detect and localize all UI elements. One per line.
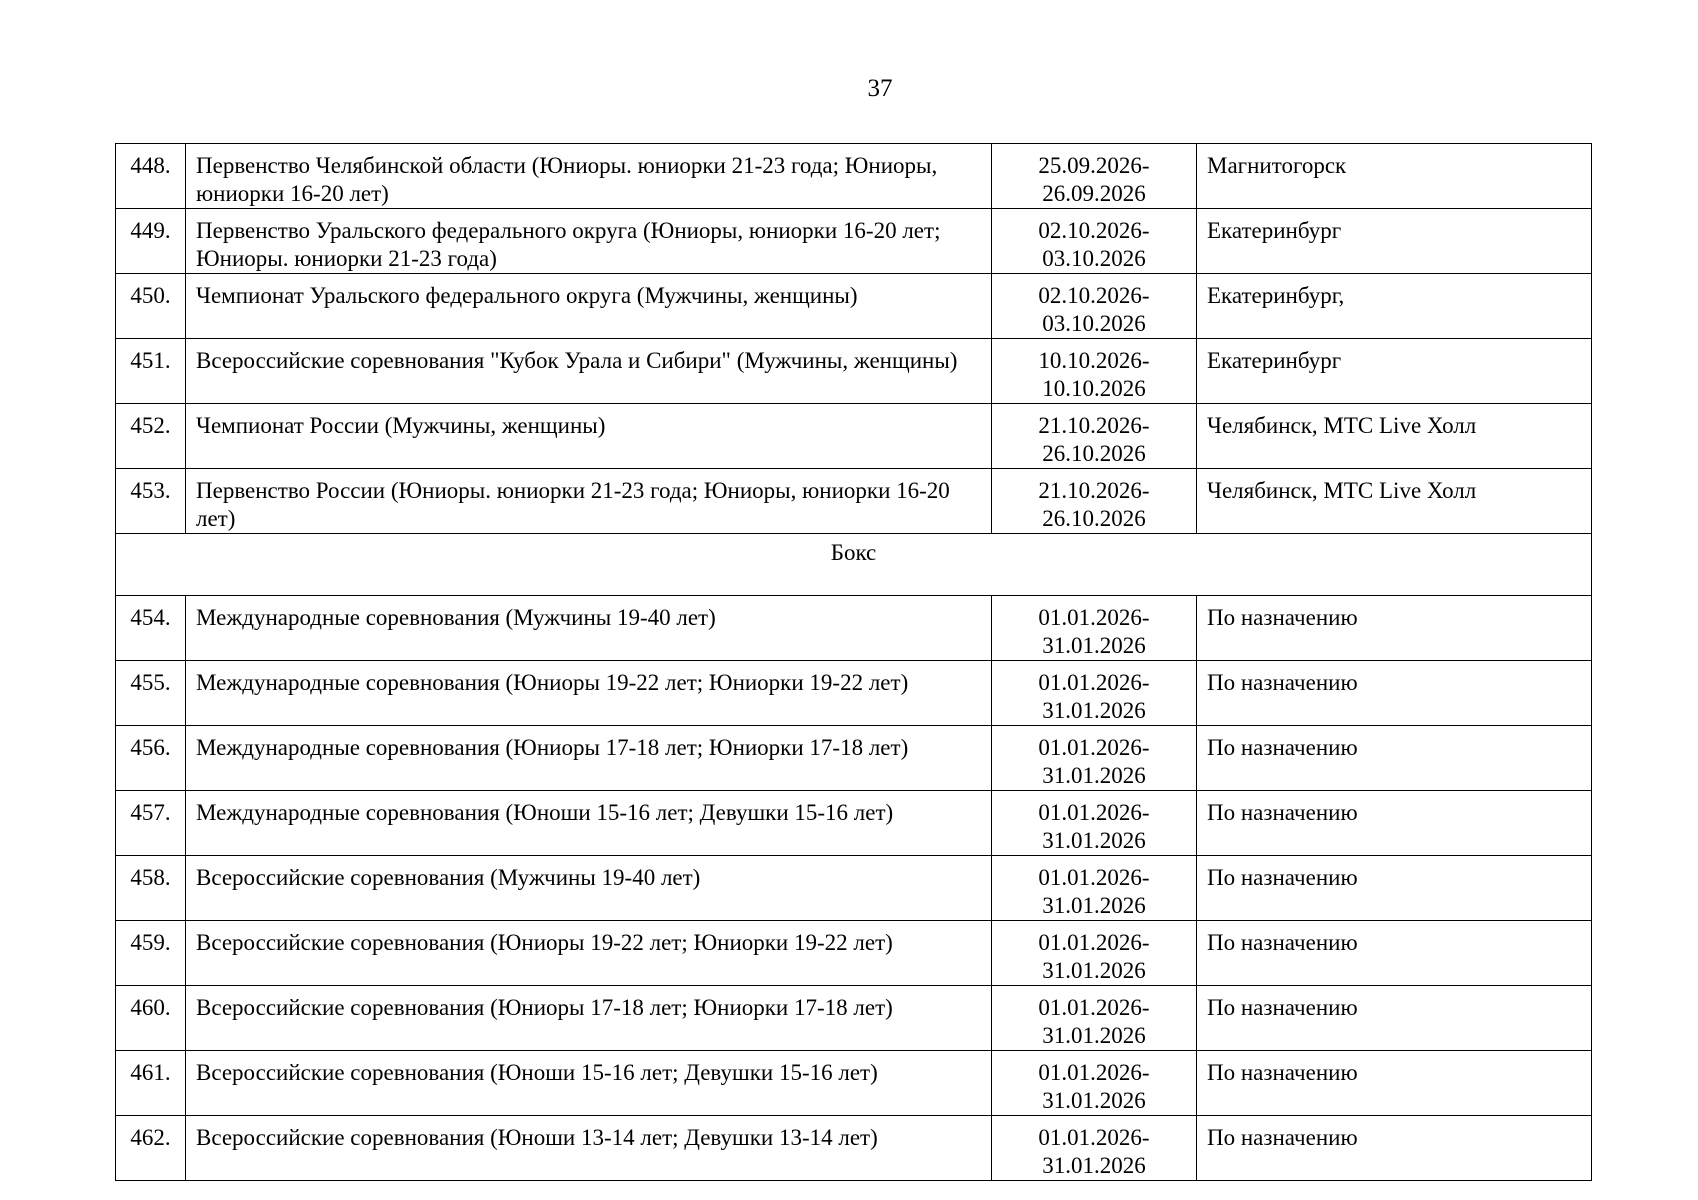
table-row — [116, 274, 1592, 339]
date-end: 31.01.2026 — [1042, 893, 1146, 919]
row-number: 451. — [116, 339, 186, 404]
event-place: По назначению — [1197, 661, 1592, 726]
table-row — [116, 596, 1592, 661]
event-place: Магнитогорск — [1197, 144, 1592, 209]
table-row — [116, 209, 1592, 274]
event-place: По назначению — [1197, 791, 1592, 856]
table-row — [116, 144, 1592, 209]
event-name: Всероссийские соревнования (Юниоры 19-22 лет; Юниорки 19-22 лет) — [186, 921, 992, 986]
date-start: 25.09.2026- — [1038, 153, 1150, 178]
event-name: Первенство Уральского федерального округа (Юниоры, юниорки 16-20 лет; Юниоры. юниорки 21-23 года) — [186, 209, 992, 274]
date-start: 01.01.2026- — [1038, 930, 1150, 956]
event-name: Всероссийские соревнования (Мужчины 19-40 лет) — [186, 856, 992, 921]
event-dates — [992, 144, 1197, 209]
event-dates — [992, 856, 1197, 921]
event-name: Всероссийские соревнования (Юноши 13-14 лет; Девушки 13-14 лет) — [186, 1116, 992, 1181]
table-row — [116, 469, 1592, 534]
date-end: 31.01.2026 — [1042, 1023, 1146, 1049]
row-number: 458. — [116, 856, 186, 921]
table-row — [116, 1116, 1592, 1181]
row-number: 459. — [116, 921, 186, 986]
date-start: 02.10.2026- — [1038, 218, 1150, 243]
date-start: 21.10.2026- — [1038, 478, 1150, 503]
event-place: По назначению — [1197, 1051, 1592, 1116]
date-start: 01.01.2026- — [1038, 735, 1150, 761]
event-place: По назначению — [1197, 596, 1592, 661]
row-number: 457. — [116, 791, 186, 856]
events-table — [115, 143, 1592, 1181]
table-row — [116, 339, 1592, 404]
event-name: Первенство России (Юниоры. юниорки 21-23 года; Юниоры, юниорки 16-20 лет) — [186, 469, 992, 534]
event-dates — [992, 986, 1197, 1051]
date-end: 26.10.2026 — [1042, 506, 1146, 531]
page-number: 37 — [867, 75, 893, 102]
date-end: 31.01.2026 — [1042, 1153, 1146, 1179]
date-start: 01.01.2026- — [1038, 1060, 1150, 1086]
event-dates — [992, 339, 1197, 404]
row-number: 455. — [116, 661, 186, 726]
row-number: 452. — [116, 404, 186, 469]
event-name: Чемпионат Уральского федерального округа (Мужчины, женщины) — [186, 274, 992, 339]
section-group — [116, 534, 1592, 596]
date-end: 03.10.2026 — [1042, 246, 1146, 271]
row-number: 453. — [116, 469, 186, 534]
row-number: 461. — [116, 1051, 186, 1116]
event-place: По назначению — [1197, 1116, 1592, 1181]
date-end: 31.01.2026 — [1042, 698, 1146, 724]
event-dates — [992, 726, 1197, 791]
date-start: 01.01.2026- — [1038, 865, 1150, 891]
event-place: По назначению — [1197, 726, 1592, 791]
row-number: 450. — [116, 274, 186, 339]
event-dates — [992, 1051, 1197, 1116]
event-name: Международные соревнования (Юноши 15-16 лет; Девушки 15-16 лет) — [186, 791, 992, 856]
row-number: 448. — [116, 144, 186, 209]
event-dates — [992, 791, 1197, 856]
event-place: Екатеринбург, — [1197, 274, 1592, 339]
event-place: Челябинск, МТС Live Холл — [1197, 404, 1592, 469]
table-row — [116, 404, 1592, 469]
date-end: 31.01.2026 — [1042, 958, 1146, 984]
event-dates — [992, 661, 1197, 726]
date-end: 31.01.2026 — [1042, 763, 1146, 789]
date-end: 03.10.2026 — [1042, 311, 1146, 336]
event-name: Всероссийские соревнования (Юниоры 17-18 лет; Юниорки 17-18 лет) — [186, 986, 992, 1051]
date-start: 01.01.2026- — [1038, 995, 1150, 1021]
date-start: 01.01.2026- — [1038, 670, 1150, 696]
event-place: По назначению — [1197, 856, 1592, 921]
row-number: 456. — [116, 726, 186, 791]
event-place: По назначению — [1197, 921, 1592, 986]
table-body-after — [116, 596, 1592, 1181]
section-title: Бокс — [116, 534, 1592, 596]
event-dates — [992, 469, 1197, 534]
event-name: Чемпионат России (Мужчины, женщины) — [186, 404, 992, 469]
date-start: 21.10.2026- — [1038, 413, 1150, 438]
date-start: 01.01.2026- — [1038, 1125, 1150, 1151]
date-start: 02.10.2026- — [1038, 283, 1150, 308]
date-end: 10.10.2026 — [1042, 376, 1146, 401]
date-end: 31.01.2026 — [1042, 633, 1146, 659]
date-start: 01.01.2026- — [1038, 605, 1150, 631]
event-dates — [992, 209, 1197, 274]
row-number: 460. — [116, 986, 186, 1051]
event-name: Первенство Челябинской области (Юниоры. юниорки 21-23 года; Юниоры, юниорки 16-20 лет) — [186, 144, 992, 209]
table-row — [116, 661, 1592, 726]
event-name: Международные соревнования (Юниоры 17-18 лет; Юниорки 17-18 лет) — [186, 726, 992, 791]
date-end: 31.01.2026 — [1042, 828, 1146, 854]
event-place: Челябинск, МТС Live Холл — [1197, 469, 1592, 534]
event-name: Международные соревнования (Мужчины 19-40 лет) — [186, 596, 992, 661]
event-dates — [992, 1116, 1197, 1181]
table-row — [116, 1051, 1592, 1116]
event-place: По назначению — [1197, 986, 1592, 1051]
table-row — [116, 856, 1592, 921]
table-body-before — [116, 144, 1592, 534]
date-start: 10.10.2026- — [1038, 348, 1150, 373]
event-name: Всероссийские соревнования (Юноши 15-16 лет; Девушки 15-16 лет) — [186, 1051, 992, 1116]
date-end: 26.09.2026 — [1042, 181, 1146, 206]
row-number: 449. — [116, 209, 186, 274]
section-row — [116, 534, 1592, 596]
date-end: 31.01.2026 — [1042, 1088, 1146, 1114]
table-row — [116, 791, 1592, 856]
table-row — [116, 921, 1592, 986]
row-number: 454. — [116, 596, 186, 661]
event-place: Екатеринбург — [1197, 339, 1592, 404]
event-name: Международные соревнования (Юниоры 19-22 лет; Юниорки 19-22 лет) — [186, 661, 992, 726]
date-start: 01.01.2026- — [1038, 800, 1150, 826]
event-dates — [992, 596, 1197, 661]
event-name: Всероссийские соревнования "Кубок Урала и Сибири" (Мужчины, женщины) — [186, 339, 992, 404]
table-row — [116, 726, 1592, 791]
date-end: 26.10.2026 — [1042, 441, 1146, 466]
event-dates — [992, 404, 1197, 469]
event-dates — [992, 274, 1197, 339]
event-dates — [992, 921, 1197, 986]
event-place: Екатеринбург — [1197, 209, 1592, 274]
row-number: 462. — [116, 1116, 186, 1181]
table-row — [116, 986, 1592, 1051]
